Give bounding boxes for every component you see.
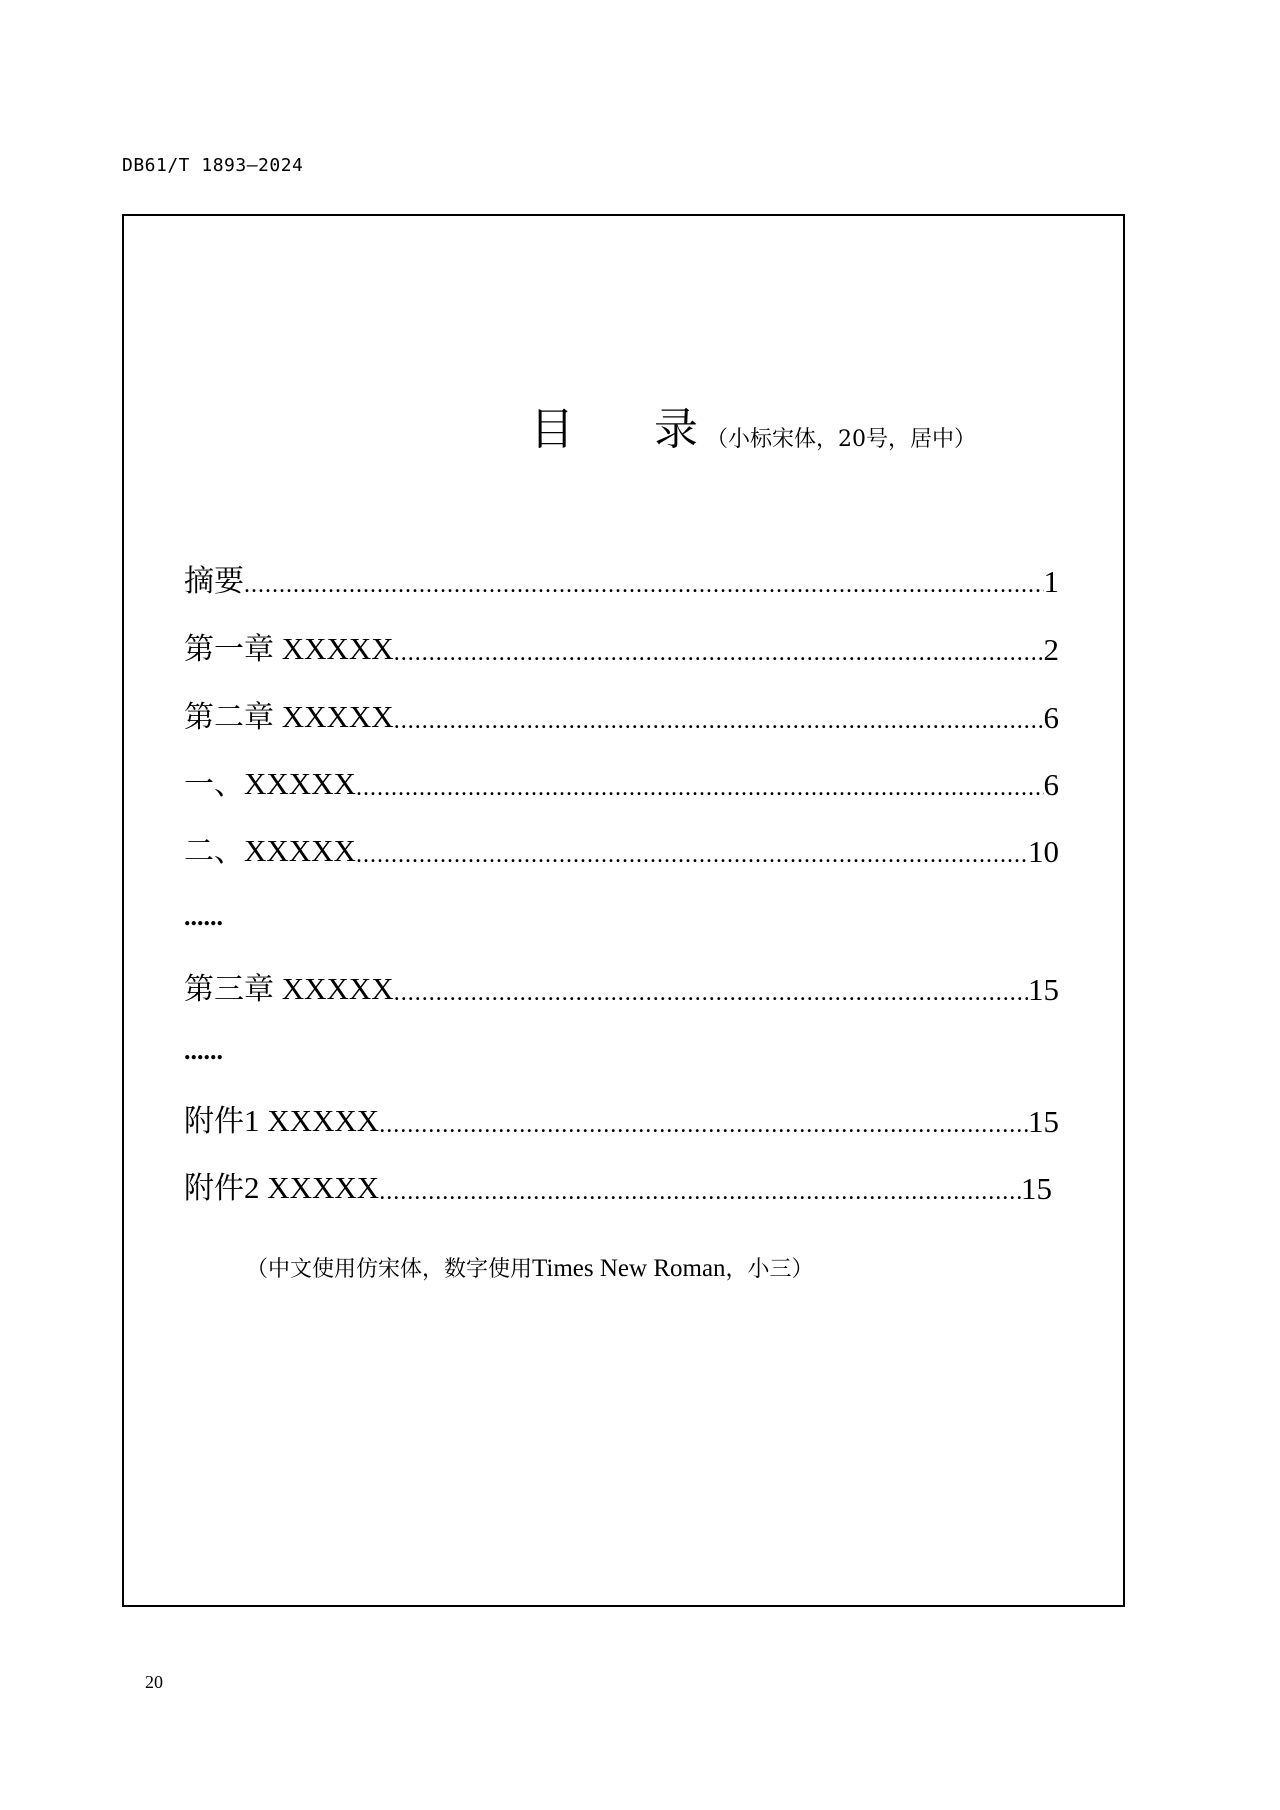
- dot-leader: [244, 568, 1044, 602]
- toc-title-char-1: 目: [530, 404, 574, 455]
- toc-entry-label: 二、XXXXX: [184, 833, 356, 869]
- toc-entry-page: 1: [1043, 564, 1059, 599]
- footnote-part-3: ，小三）: [725, 1257, 814, 1282]
- document-code: DB61/T 1893—2024: [122, 155, 304, 176]
- toc-entry-page: 2: [1043, 632, 1059, 667]
- footnote-part-2: Times New Roman: [532, 1255, 726, 1282]
- toc-entry-label: 第二章 XXXXX: [184, 699, 394, 735]
- toc-entry-label: 第一章 XXXXX: [184, 631, 394, 667]
- dot-leader: [379, 1108, 1028, 1142]
- dot-leader: [394, 704, 1044, 738]
- dot-leader: [356, 771, 1044, 805]
- toc-entry-chapter-1[interactable]: [184, 626, 1059, 670]
- dot-leader: [394, 636, 1044, 670]
- toc-title-char-2: 录: [654, 404, 698, 455]
- toc-entry-label: 第三章 XXXXX: [184, 971, 394, 1007]
- toc-ellipsis: ......: [184, 1036, 223, 1065]
- toc-entry-label: 附件1 XXXXX: [184, 1103, 380, 1139]
- toc-entry-label: 一、XXXXX: [184, 766, 356, 802]
- toc-title: [530, 400, 976, 460]
- toc-entry-chapter-3[interactable]: [184, 966, 1059, 1010]
- dot-leader: [394, 976, 1028, 1010]
- toc-entry-page: 15: [1028, 972, 1059, 1007]
- toc-entry-page: 15: [1021, 1171, 1052, 1206]
- toc-entry-page: 6: [1043, 700, 1059, 735]
- toc-title-note: （小标宋体，20号，居中）: [706, 427, 976, 452]
- toc-entry-appendix-1[interactable]: [184, 1098, 1059, 1142]
- page-number: 20: [145, 1672, 163, 1692]
- toc-entry-page: 15: [1028, 1104, 1059, 1139]
- footnote-part-1: （中文使用仿宋体，数字使用: [246, 1257, 533, 1282]
- toc-entry-section-2[interactable]: [184, 828, 1059, 872]
- toc-entry-chapter-2[interactable]: [184, 694, 1059, 738]
- toc-ellipsis: ......: [184, 902, 223, 931]
- toc-entry-appendix-2[interactable]: [184, 1165, 1052, 1209]
- toc-entry-section-1[interactable]: [184, 761, 1059, 805]
- toc-entry-page: 10: [1028, 834, 1059, 869]
- dot-leader: [379, 1175, 1021, 1209]
- toc-entry-page: 6: [1043, 767, 1059, 802]
- format-footnote: [246, 1252, 814, 1283]
- toc-entry-label: 附件2 XXXXX: [184, 1170, 380, 1206]
- toc-entry-label: 摘要: [184, 564, 244, 599]
- toc-entry-abstract[interactable]: [184, 558, 1059, 602]
- dot-leader: [356, 838, 1028, 872]
